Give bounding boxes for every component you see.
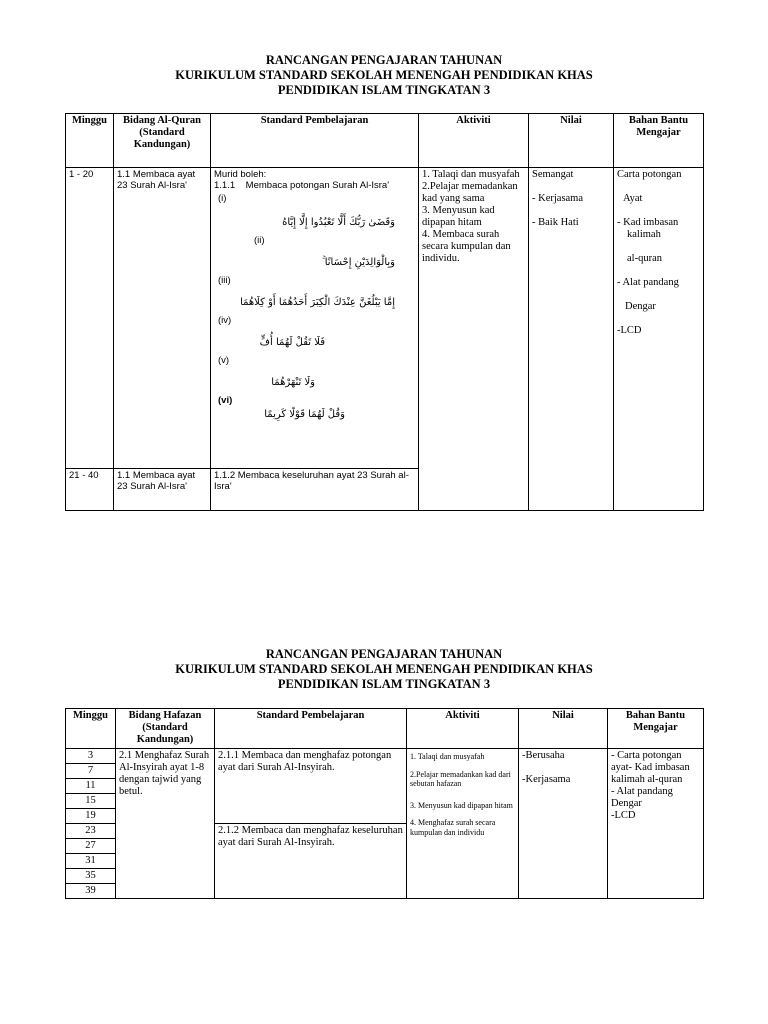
plan1-header-row (66, 114, 704, 168)
header-aktiviti: Aktiviti (407, 709, 519, 749)
plan1-title-line-1: RANCANGAN PENGAJARAN TAHUNAN (265, 53, 503, 67)
plan2-standard-1: 2.1.1 Membaca dan menghafaz potongan ayat dari Surah Al-Insyirah. (215, 749, 407, 824)
header-aktiviti: Aktiviti (419, 114, 529, 168)
week-cell: 11 (66, 779, 116, 794)
verse-label-6: (vi) (218, 395, 233, 406)
bahan-item-2: - Alat pandang Dengar (611, 786, 673, 809)
bahan-item-3: -LCD (611, 810, 636, 821)
header-minggu: Minggu (66, 114, 114, 168)
row2-minggu: 21 - 40 (66, 469, 114, 511)
nilai-item-1: -Berusaha (522, 750, 565, 761)
plan2-title-line-3: PENDIDIKAN ISLAM TINGKATAN 3 (277, 677, 491, 691)
week-cell: 19 (66, 809, 116, 824)
aktiviti-item-3: 3. Menyusun kad dipapan hitam (422, 205, 495, 228)
aktiviti-item-3: 3. Menyusun kad dipapan hitam (410, 800, 513, 810)
bahan-item-2: Ayat (623, 193, 643, 204)
week-cell: 39 (66, 884, 116, 899)
verse-label-1: (i) (218, 193, 227, 204)
bahan-item-4: kalimah (627, 229, 661, 240)
plan2-header-row (66, 709, 704, 749)
bahan-item-6: - Alat pandang (617, 277, 679, 288)
row1-minggu: 1 - 20 (66, 168, 114, 469)
verse-label-3: (iii) (218, 275, 231, 286)
week-cell: 7 (66, 764, 116, 779)
verse-label-2: (ii) (254, 235, 265, 246)
standard-intro: Murid boleh: (214, 169, 267, 180)
header-bahan: Bahan Bantu Mengajar (608, 709, 704, 749)
bahan-item-1: Carta potongan (617, 169, 682, 180)
verse-label-5: (v) (218, 355, 230, 366)
row1-aktiviti (419, 168, 529, 511)
plan2-week-row (66, 749, 704, 764)
week-cell: 23 (66, 824, 116, 839)
verse-arabic-4: فَلَا تَقُلْ لَهُمَا أُفٍّ (259, 337, 325, 348)
header-bidang: Bidang Hafazan (Standard Kandungan) (116, 709, 215, 749)
aktiviti-item-2: 2.Pelajar memadankan kad yang sama (422, 181, 518, 204)
plan2-nilai (519, 749, 608, 899)
plan1-title (0, 53, 768, 98)
standard-item: 1.1.1 Membaca potongan Surah Al-Isra' (214, 180, 390, 191)
week-cell: 3 (66, 749, 116, 764)
plan2-title-line-2: KURIKULUM STANDARD SEKOLAH MENENGAH PENDIDIKAN KHAS (175, 662, 593, 676)
plan1-title-line-3: PENDIDIKAN ISLAM TINGKATAN 3 (277, 83, 491, 97)
row1-bidang: 1.1 Membaca ayat 23 Surah Al-Isra' (114, 168, 211, 469)
row1-nilai (529, 168, 614, 511)
row1-standard (211, 168, 419, 469)
verse-arabic-1: وَقَضَىٰ رَبُّكَ أَلَّا تَعْبُدُوا إِلَّا إِيَّاهُ (282, 217, 395, 228)
aktiviti-item-1: 1. Talaqi dan musyafah (410, 752, 485, 761)
plan2-title (0, 647, 768, 692)
bahan-item-7: Dengar (625, 301, 656, 312)
header-minggu: Minggu (66, 709, 116, 749)
bahan-item-5: al-quran (627, 253, 662, 264)
plan1-row-1 (66, 168, 704, 469)
plan2-bahan (608, 749, 704, 899)
week-cell: 35 (66, 869, 116, 884)
plan2-title-line-1: RANCANGAN PENGAJARAN TAHUNAN (265, 647, 503, 661)
verse-arabic-5: وَلَا تَنْهَرْهُمَا (271, 377, 315, 388)
header-bahan: Bahan Bantu Mengajar (614, 114, 704, 168)
plan1-table (65, 113, 704, 511)
week-cell: 27 (66, 839, 116, 854)
plan2-standard-2: 2.1.2 Membaca dan menghafaz keseluruhan ayat dari Surah Al-Insyirah. (215, 824, 407, 899)
header-standard: Standard Pembelajaran (211, 114, 419, 168)
plan2-table (65, 708, 704, 899)
row1-bahan (614, 168, 704, 511)
row2-bidang: 1.1 Membaca ayat 23 Surah Al-Isra' (114, 469, 211, 511)
week-cell: 15 (66, 794, 116, 809)
week-cell: 31 (66, 854, 116, 869)
verse-arabic-6: وَقُلْ لَهُمَا قَوْلًا كَرِيمًا (264, 409, 345, 420)
aktiviti-item-2: 2.Pelajar memadankan kad dari sebutan hafazan (410, 769, 511, 788)
nilai-item-3: - Baik Hati (532, 217, 579, 228)
verse-arabic-2: وَبِالْوَالِدَيْنِ إِحْسَانًا ۚ (322, 257, 395, 268)
header-nilai: Nilai (529, 114, 614, 168)
aktiviti-item-1: 1. Talaqi dan musyafah (422, 169, 520, 180)
aktiviti-item-4: 4. Membaca surah secara kumpulan dan individu. (422, 229, 511, 264)
verse-label-4: (iv) (218, 315, 232, 326)
nilai-item-2: - Kerjasama (532, 193, 584, 204)
row2-standard: 1.1.2 Membaca keseluruhan ayat 23 Surah al-Isra' (211, 469, 419, 511)
nilai-item-1: Semangat (532, 169, 574, 180)
header-standard: Standard Pembelajaran (215, 709, 407, 749)
plan2-bidang: 2.1 Menghafaz Surah Al-Insyirah ayat 1-8 dengan tajwid yang betul. (116, 749, 215, 899)
nilai-item-2: -Kerjasama (522, 774, 571, 785)
bahan-item-1: - Carta potongan ayat- Kad imbasan kalimah al-quran (611, 750, 690, 785)
header-nilai: Nilai (519, 709, 608, 749)
verse-arabic-3: إِمَّا يَبْلُغَنَّ عِنْدَكَ الْكِبَرَ أَحَدُهُمَا أَوْ كِلَاهُمَا (240, 297, 395, 308)
plan1-title-line-2: KURIKULUM STANDARD SEKOLAH MENENGAH PENDIDIKAN KHAS (175, 68, 593, 82)
header-bidang: Bidang Al-Quran (Standard Kandungan) (114, 114, 211, 168)
aktiviti-item-4: 4. Menghafaz surah secara kumpulan dan individu (410, 818, 496, 837)
bahan-item-8: -LCD (617, 325, 642, 336)
plan2-aktiviti (407, 749, 519, 899)
bahan-item-3: - Kad imbasan (617, 217, 679, 228)
